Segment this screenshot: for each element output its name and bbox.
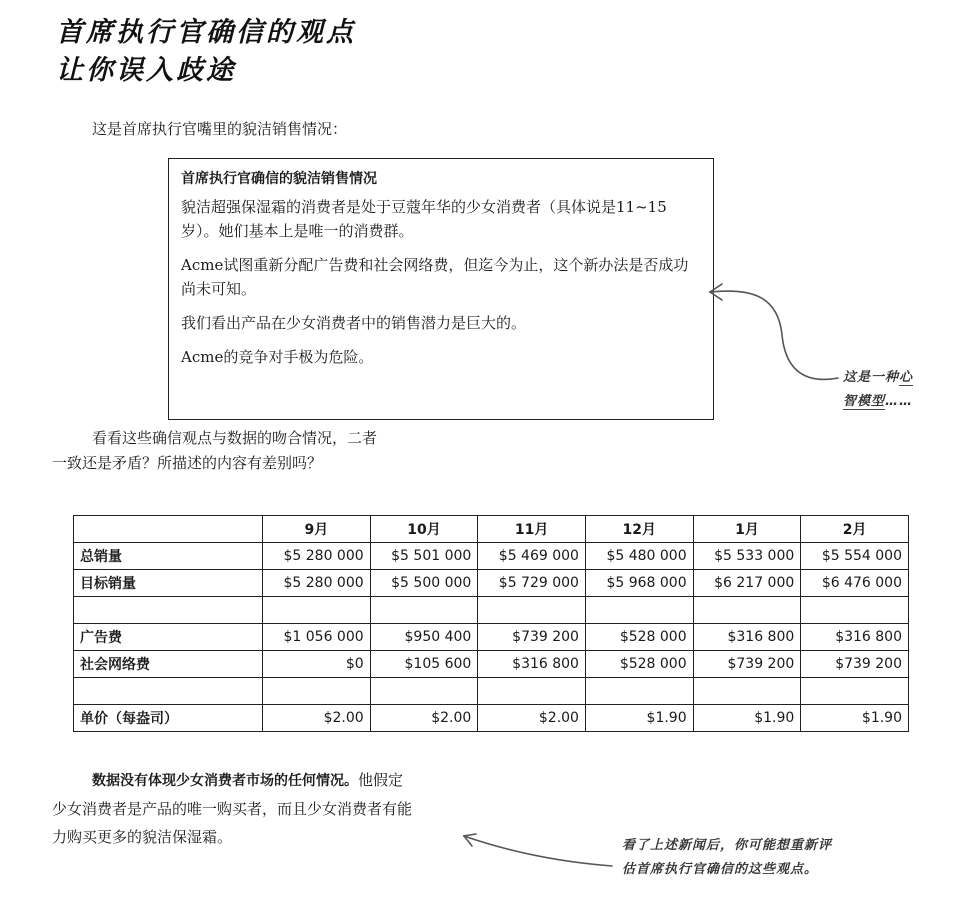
table-cell-empty: [263, 678, 371, 705]
question-line-2: 一致还是矛盾？所描述的内容有差别吗？: [52, 454, 323, 472]
table-cell: $316 800: [693, 624, 801, 651]
ceo-belief-box: [168, 158, 714, 420]
arrow-to-conclusion-icon: [464, 836, 612, 866]
title-line-2: 让你误入歧途: [56, 55, 236, 86]
table-cell: $739 200: [478, 624, 586, 651]
ceo-box-paragraph-3: 我们看出产品在少女消费者中的销售潜力是巨大的。: [181, 314, 527, 332]
table-row-total-sales: [74, 543, 909, 570]
reevaluate-note: [622, 834, 922, 882]
question-line-1: 看看这些确信观点与数据的吻合情况，二者: [92, 429, 378, 447]
reevaluate-note-line-2: 估首席执行官确信的这些观点。: [622, 862, 819, 877]
table-header-blank: [74, 516, 263, 543]
table-cell: $5 968 000: [585, 570, 693, 597]
conclusion-rest: 他假定: [358, 771, 404, 789]
table-cell: $739 200: [801, 651, 909, 678]
table-cell: $5 501 000: [370, 543, 478, 570]
intro-text: 这是首席执行官嘴里的貌洁销售情况：: [92, 120, 348, 138]
title-line-1: 首席执行官确信的观点: [56, 17, 356, 48]
table-cell: $5 280 000: [263, 543, 371, 570]
table-cell-empty: [263, 597, 371, 624]
table-cell: $5 533 000: [693, 543, 801, 570]
table-cell: $316 800: [801, 624, 909, 651]
table-cell: $2.00: [263, 705, 371, 732]
table-cell-empty: [478, 597, 586, 624]
table-header-sep: 9月: [263, 516, 371, 543]
table-cell: $2.00: [370, 705, 478, 732]
table-cell: $316 800: [478, 651, 586, 678]
conclusion-line-3: 力购买更多的貌洁保湿霜。: [52, 828, 233, 846]
row-label: 社会网络费: [74, 651, 263, 678]
table-cell-empty: [693, 678, 801, 705]
table-cell: $1 056 000: [263, 624, 371, 651]
ceo-box-paragraph-4: Acme的竞争对手极为危险。: [181, 348, 374, 366]
table-cell-empty: [370, 597, 478, 624]
table-cell-empty: [585, 678, 693, 705]
table-cell-empty: [801, 678, 909, 705]
table-cell-empty: [74, 597, 263, 624]
table-cell-empty: [585, 597, 693, 624]
reevaluate-note-line-1: 看了上述新闻后，你可能想重新评: [622, 838, 833, 853]
table-cell-empty: [74, 678, 263, 705]
table-cell: $739 200: [693, 651, 801, 678]
table-cell: $5 469 000: [478, 543, 586, 570]
table-header-dec: 12月: [585, 516, 693, 543]
mental-model-d: ……: [885, 394, 914, 409]
table-header-feb: 2月: [801, 516, 909, 543]
conclusion-line-1: [52, 766, 482, 795]
table-cell: $2.00: [478, 705, 586, 732]
table-cell-empty: [693, 597, 801, 624]
ceo-box-heading: 首席执行官确信的貌洁销售情况: [181, 171, 377, 187]
ceo-box-paragraph-2: Acme试图重新分配广告费和社会网络费，但迄今为止，这个新办法是否成功尚未可知。: [181, 256, 689, 298]
table-cell: $5 500 000: [370, 570, 478, 597]
mental-model-b: 心: [899, 370, 914, 385]
question-text: [52, 426, 432, 476]
table-cell: $1.90: [801, 705, 909, 732]
table-cell: $5 554 000: [801, 543, 909, 570]
table-cell: $950 400: [370, 624, 478, 651]
table-cell: $1.90: [585, 705, 693, 732]
table-row-social-spend: [74, 651, 909, 678]
row-label: 广告费: [74, 624, 263, 651]
table-cell-empty: [801, 597, 909, 624]
table-row-blank: [74, 678, 909, 705]
row-label: 单价（每盎司）: [74, 705, 263, 732]
mental-model-note-line-2: [843, 390, 953, 414]
mental-model-a: 这是一种: [843, 370, 900, 385]
table-cell-empty: [478, 678, 586, 705]
table-header-row: [74, 516, 909, 543]
table-cell: $1.90: [693, 705, 801, 732]
mental-model-note: [843, 366, 953, 414]
arrow-to-ceo-box-icon: [710, 291, 838, 379]
table-row-unit-price: [74, 705, 909, 732]
row-label: 目标销量: [74, 570, 263, 597]
conclusion-bold: 数据没有体现少女消费者市场的任何情况。: [92, 773, 358, 789]
row-label: 总销量: [74, 543, 263, 570]
table-cell: $528 000: [585, 624, 693, 651]
conclusion-line-2: 少女消费者是产品的唯一购买者，而且少女消费者有能: [52, 800, 413, 818]
table-header-oct: 10月: [370, 516, 478, 543]
table-cell: $105 600: [370, 651, 478, 678]
table-header-jan: 1月: [693, 516, 801, 543]
table-row-blank: [74, 597, 909, 624]
table-header-nov: 11月: [478, 516, 586, 543]
table-row-ad-spend: [74, 624, 909, 651]
table-cell: $6 476 000: [801, 570, 909, 597]
table-cell: $5 280 000: [263, 570, 371, 597]
table-cell: $6 217 000: [693, 570, 801, 597]
mental-model-note-line-1: [843, 366, 953, 390]
conclusion-text: [52, 766, 482, 851]
sales-data-table: [73, 515, 909, 732]
table-cell-empty: [370, 678, 478, 705]
table-cell: $5 480 000: [585, 543, 693, 570]
table-row-target-sales: [74, 570, 909, 597]
ceo-box-paragraph-1: 貌洁超强保湿霜的消费者是处于豆蔻年华的少女消费者（具体说是11~15岁）。她们基本上是唯一的消费群。: [181, 198, 667, 240]
table-cell: $0: [263, 651, 371, 678]
table-cell: $528 000: [585, 651, 693, 678]
page-title: [56, 14, 356, 90]
table-cell: $5 729 000: [478, 570, 586, 597]
mental-model-c: 智模型: [843, 394, 886, 409]
